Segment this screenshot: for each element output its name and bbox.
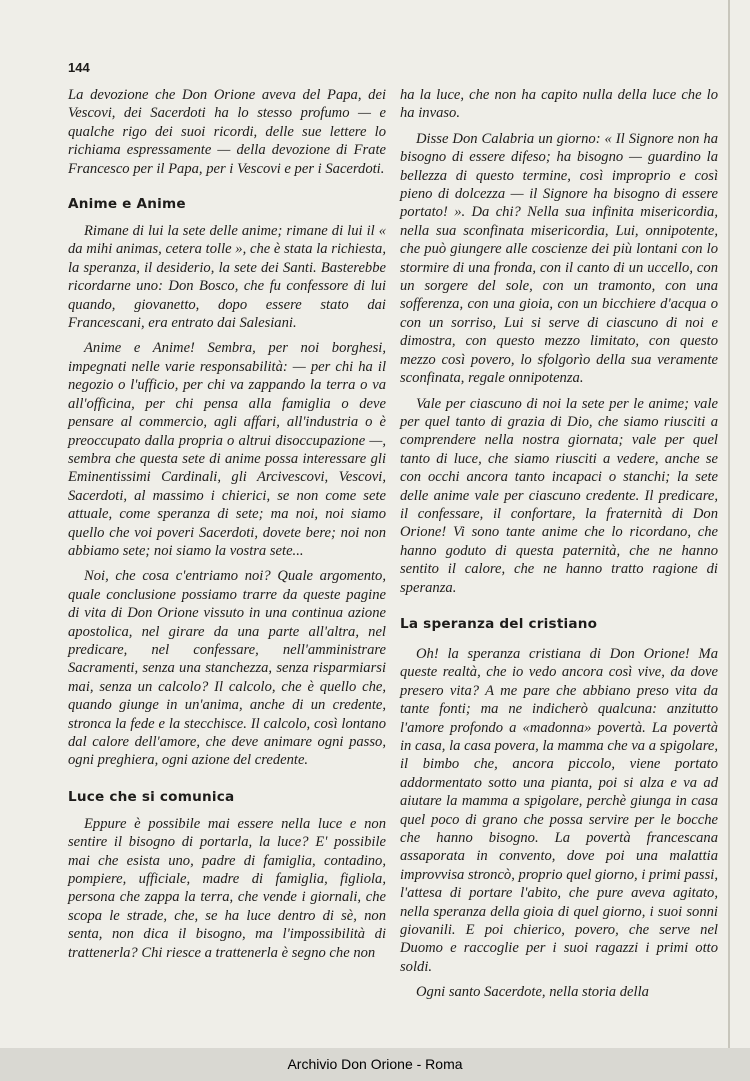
paragraph: Rimane di lui la sete delle anime; rimane di lui il « da mihi animas, cetera tolle », che è stata la richiesta, la speranza, il desiderio, la sete dei Santi. Basterebbe ricordarne uno: Don Bosco, che fu confessore di lui quando, giovanetto, dopo essere stato dai Francescani, era entrato dai Salesiani.: [68, 223, 386, 332]
page-edge-line: [728, 0, 730, 1048]
page-number: 144: [68, 60, 90, 75]
section-heading: La speranza del cristiano: [400, 615, 598, 632]
paragraph: Ogni santo Sacerdote, nella storia della: [416, 984, 649, 1001]
paragraph: Eppure è possibile mai essere nella luce e non sentire il bisogno di portarla, la luce? E' possibile mai che esista uno, padre di famiglia, contadino, pompiere, ufficiale, madre di famiglia, figliola, persona che zappa la terra, che vende i giornali, che scopa le strade, che, se ha luce dentro di sè, non senta, non dica il bisogno, ma l'impossibilità di trattenerla? Chi riesce a trattenerla è segno che non: [68, 815, 386, 961]
paragraph: ha la luce, che non ha capito nulla della luce che lo ha invaso.: [400, 87, 718, 122]
section-heading: Anime e Anime: [68, 196, 186, 213]
paragraph: Disse Don Calabria un giorno: « Il Signore non ha bisogno di essere difeso; ha bisogno — guardino la bellezza di questo termine, così improprio e così pieno di dolcezza — il Signore ha bisogno di essere portato! ». Da chi? Nella sua infinita misericordia, nella sua sconfinata misericordia, Lui, onnipotente, che può giungere alle coscienze dei più lontani con lo stormire di una fronda, con il canto di un uccello, con un sorgere del sole, con un tramonto, con una sofferenza, con una gioia, con un bicchiere d'acqua o con un sorriso, Lui si serve di ciascuno di noi e dimostra, con questo mezzo limitato, con questo mezzo così povero, lo sfolgorìo della sua veramente sconfinata, regale onnipotenza.: [400, 130, 718, 387]
paragraph: Vale per ciascuno di noi la sete per le anime; vale per quel tanto di grazia di Dio, che siamo riusciti a comprendere nella nostra giornata; vale per quel tanto di luce, che siamo riusciti a vedere, anche se con occhi ancora tanto incapaci o stanchi; la sete delle anime vale per ciascuno credente. Il predicare, il confessare, il confortare, la fraternità di Don Orione! Vi sono tante anime che lo ricordano, che hanno goduto di questa paternità, che ne hanno sentito il calore, che ne hanno tratto ragione di speranza.: [400, 395, 718, 596]
paragraph: Noi, che cosa c'entriamo noi? Quale argomento, quale conclusione possiamo trarre da queste pagine di vita di Don Orione vissuto in una continua azione apostolica, nel girare da una parte all'altra, nel predicare, nel confessare, nell'amministrare Sacramenti, senza una stanchezza, senza risparmiarsi mai, senza un calcolo? Il calcolo, che è quello che, quando giunge in un'anima, anche di un credente, stronca la fede e la stecchisce. Il calcolo, così lontano dal calore dell'amore, che deve animare ogni passo, ogni preghiera, ogni azione del credente.: [68, 568, 386, 769]
paragraph: La devozione che Don Orione aveva del Papa, dei Vescovi, dei Sacerdoti ha lo stesso profumo — e qualche rigo dei suoi ricordi, delle sue lettere lo richiama espressamente — della devozione di Frate Francesco per il Papa, per i Vescovi e per i Sacerdoti.: [68, 87, 386, 177]
paragraph: Anime e Anime! Sembra, per noi borghesi, impegnati nelle varie responsabilità: — per chi ha il negozio o l'ufficio, per chi va zappando la terra o va all'officina, per chi pensa alla famiglia o deve pensare al commercio, agli affari, all'industria o è preoccupato dalla propria o altrui disoccupazione —, sembra che questa sete di anime possa interessare gli Eminentissimi Cardinali, gli Arcivescovi, Vescovi, Sacerdoti, al massimo i chierici, se non come sete attuale, come speranza di sete; ma noi, noi siamo quello che voi poveri Sacerdoti, dovete bere; noi non abbiamo sete; noi siamo la vostra sete...: [68, 340, 386, 559]
left-column: [68, 86, 386, 969]
section-heading: Luce che si comunica: [68, 788, 235, 805]
paragraph: Oh! la speranza cristiana di Don Orione! Ma queste realtà, che io vedo ancora così vive, da dove presero vita? A me pare che abbiano preso vita da tante fonti; ma ne indicherò qualcuna: anzitutto l'amore profondo a «madonna» povertà. La povertà in casa, la casa povera, la mamma che va a spigolare, il bimbo che, ancora piccolo, viene portato addormentato sotto una pianta, poi si alza e va ad aiutare la mamma a spigolare, perchè giunga in casa quel poco di grano che possa servire per le bocche che hanno bisogno. La povertà francescana assaporata in convento, dove poi una malattia improvvisa stroncò, proprio quel giorno, i primi passi, l'attesa di portare l'abito, che pure aveva agitato, nella speranza della gioia di quel giorno, i suoi sonni giovanili. E poi chierico, povero, che serve nel Duomo e raccoglie per i suoi ragazzi i primi otto soldi.: [400, 645, 718, 975]
archive-footer: Archivio Don Orione - Roma: [0, 1048, 750, 1081]
right-column: [400, 86, 718, 1009]
